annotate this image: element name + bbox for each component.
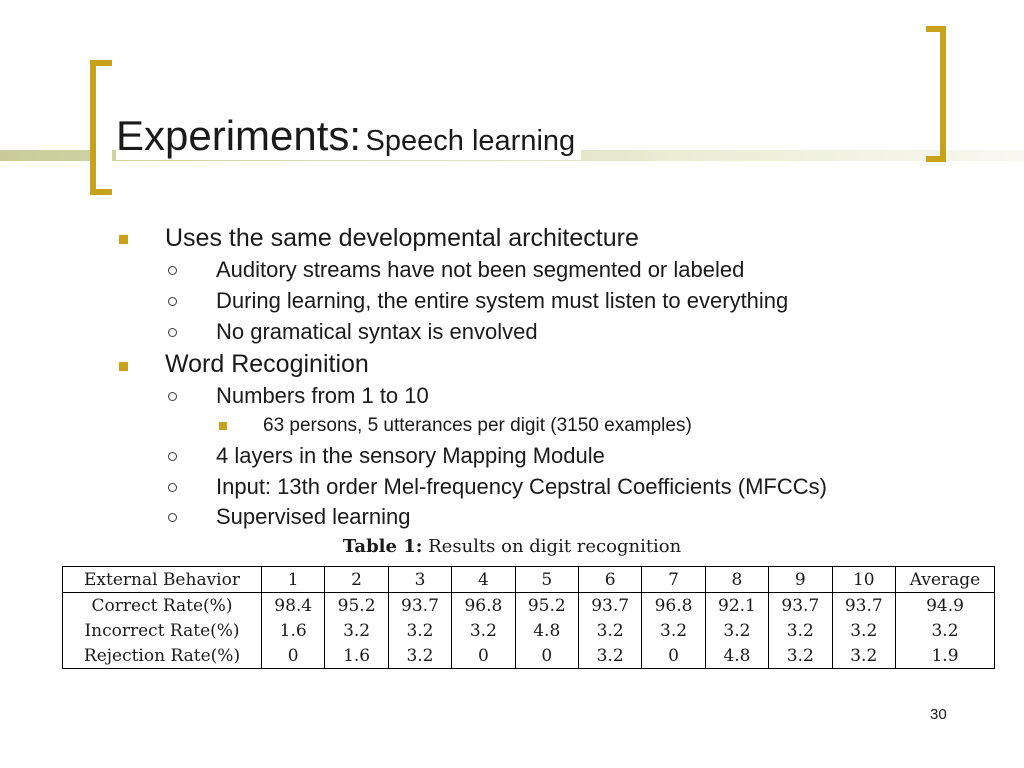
table-cell: 0 [452, 643, 515, 669]
table-cell: 98.4 [262, 593, 325, 619]
table-row [63, 593, 995, 619]
right-bracket-decoration [926, 26, 946, 162]
title-sub: Speech learning [365, 125, 576, 157]
table-cell: 3.2 [769, 643, 832, 669]
table-cell: 3.2 [642, 618, 705, 643]
table-cell: 3.2 [452, 618, 515, 643]
table-header-row [63, 567, 995, 593]
bullet-item: No gramatical syntax is envolved [216, 319, 538, 344]
table-header-cell: 4 [452, 567, 515, 593]
circle-bullet-icon [168, 266, 177, 275]
bullet-item: Uses the same developmental architecture [165, 224, 639, 252]
square-bullet-icon [119, 235, 128, 244]
bullet-item: 63 persons, 5 utterances per digit (3150 examples) [263, 415, 692, 436]
table-caption-text: Results on digit recognition [428, 536, 682, 557]
circle-bullet-icon [168, 513, 177, 522]
page-number: 30 [930, 706, 947, 723]
table-cell: 96.8 [642, 593, 705, 619]
slide-title [116, 112, 581, 160]
table-cell: 3.2 [325, 618, 388, 643]
bullet-item: Numbers from 1 to 10 [216, 383, 429, 408]
table-row [63, 643, 995, 669]
left-bracket-decoration [90, 60, 112, 195]
table-cell: 96.8 [452, 593, 515, 619]
table-header-cell: 3 [388, 567, 451, 593]
table-cell: 1.9 [896, 643, 995, 669]
table-cell: 4.8 [515, 618, 578, 643]
table-header-cell: 5 [515, 567, 578, 593]
bullet-item: Auditory streams have not been segmented or labeled [216, 257, 745, 282]
table-cell: 4.8 [705, 643, 768, 669]
table-cell: Incorrect Rate(%) [63, 618, 262, 643]
table-cell: 3.2 [388, 643, 451, 669]
square-bullet-icon [119, 362, 128, 371]
bullet-item: Word Recoginition [165, 350, 369, 378]
table-header-cell: 1 [262, 567, 325, 593]
bullet-item: Input: 13th order Mel-frequency Cepstral Coefficients (MFCCs) [216, 474, 827, 499]
table-header-cell: Average [896, 567, 995, 593]
table-cell: 93.7 [769, 593, 832, 619]
table-header-cell: External Behavior [63, 567, 262, 593]
circle-bullet-icon [168, 483, 177, 492]
table-caption [0, 536, 1024, 557]
circle-bullet-icon [168, 392, 177, 401]
table-header-cell: 7 [642, 567, 705, 593]
bullet-item: During learning, the entire system must listen to everything [216, 288, 789, 313]
table-cell: 1.6 [325, 643, 388, 669]
square-bullet-icon [219, 422, 227, 430]
bullet-item: Supervised learning [216, 504, 411, 529]
table-header-cell: 6 [578, 567, 641, 593]
table-cell: 3.2 [896, 618, 995, 643]
table-cell: Rejection Rate(%) [63, 643, 262, 669]
title-main: Experiments: [116, 112, 362, 159]
table-cell: 93.7 [578, 593, 641, 619]
table-cell: Correct Rate(%) [63, 593, 262, 619]
results-table [62, 566, 995, 669]
table-cell: 92.1 [705, 593, 768, 619]
table-cell: 93.7 [832, 593, 895, 619]
circle-bullet-icon [168, 328, 177, 337]
table-cell: 0 [262, 643, 325, 669]
table-cell: 3.2 [388, 618, 451, 643]
table-header-cell: 2 [325, 567, 388, 593]
table-row [63, 618, 995, 643]
bullet-item: 4 layers in the sensory Mapping Module [216, 443, 605, 468]
table-cell: 0 [642, 643, 705, 669]
table-cell: 3.2 [832, 618, 895, 643]
table-cell: 3.2 [705, 618, 768, 643]
table-cell: 95.2 [325, 593, 388, 619]
table-cell: 95.2 [515, 593, 578, 619]
table-header-cell: 9 [769, 567, 832, 593]
circle-bullet-icon [168, 452, 177, 461]
table-cell: 94.9 [896, 593, 995, 619]
table-cell: 0 [515, 643, 578, 669]
table-cell: 93.7 [388, 593, 451, 619]
circle-bullet-icon [168, 297, 177, 306]
table-cell: 3.2 [578, 643, 641, 669]
table-cell: 3.2 [769, 618, 832, 643]
table-caption-label: Table 1: [342, 536, 423, 557]
table-cell: 1.6 [262, 618, 325, 643]
table-header-cell: 8 [705, 567, 768, 593]
table-cell: 3.2 [832, 643, 895, 669]
table-cell: 3.2 [578, 618, 641, 643]
table-header-cell: 10 [832, 567, 895, 593]
